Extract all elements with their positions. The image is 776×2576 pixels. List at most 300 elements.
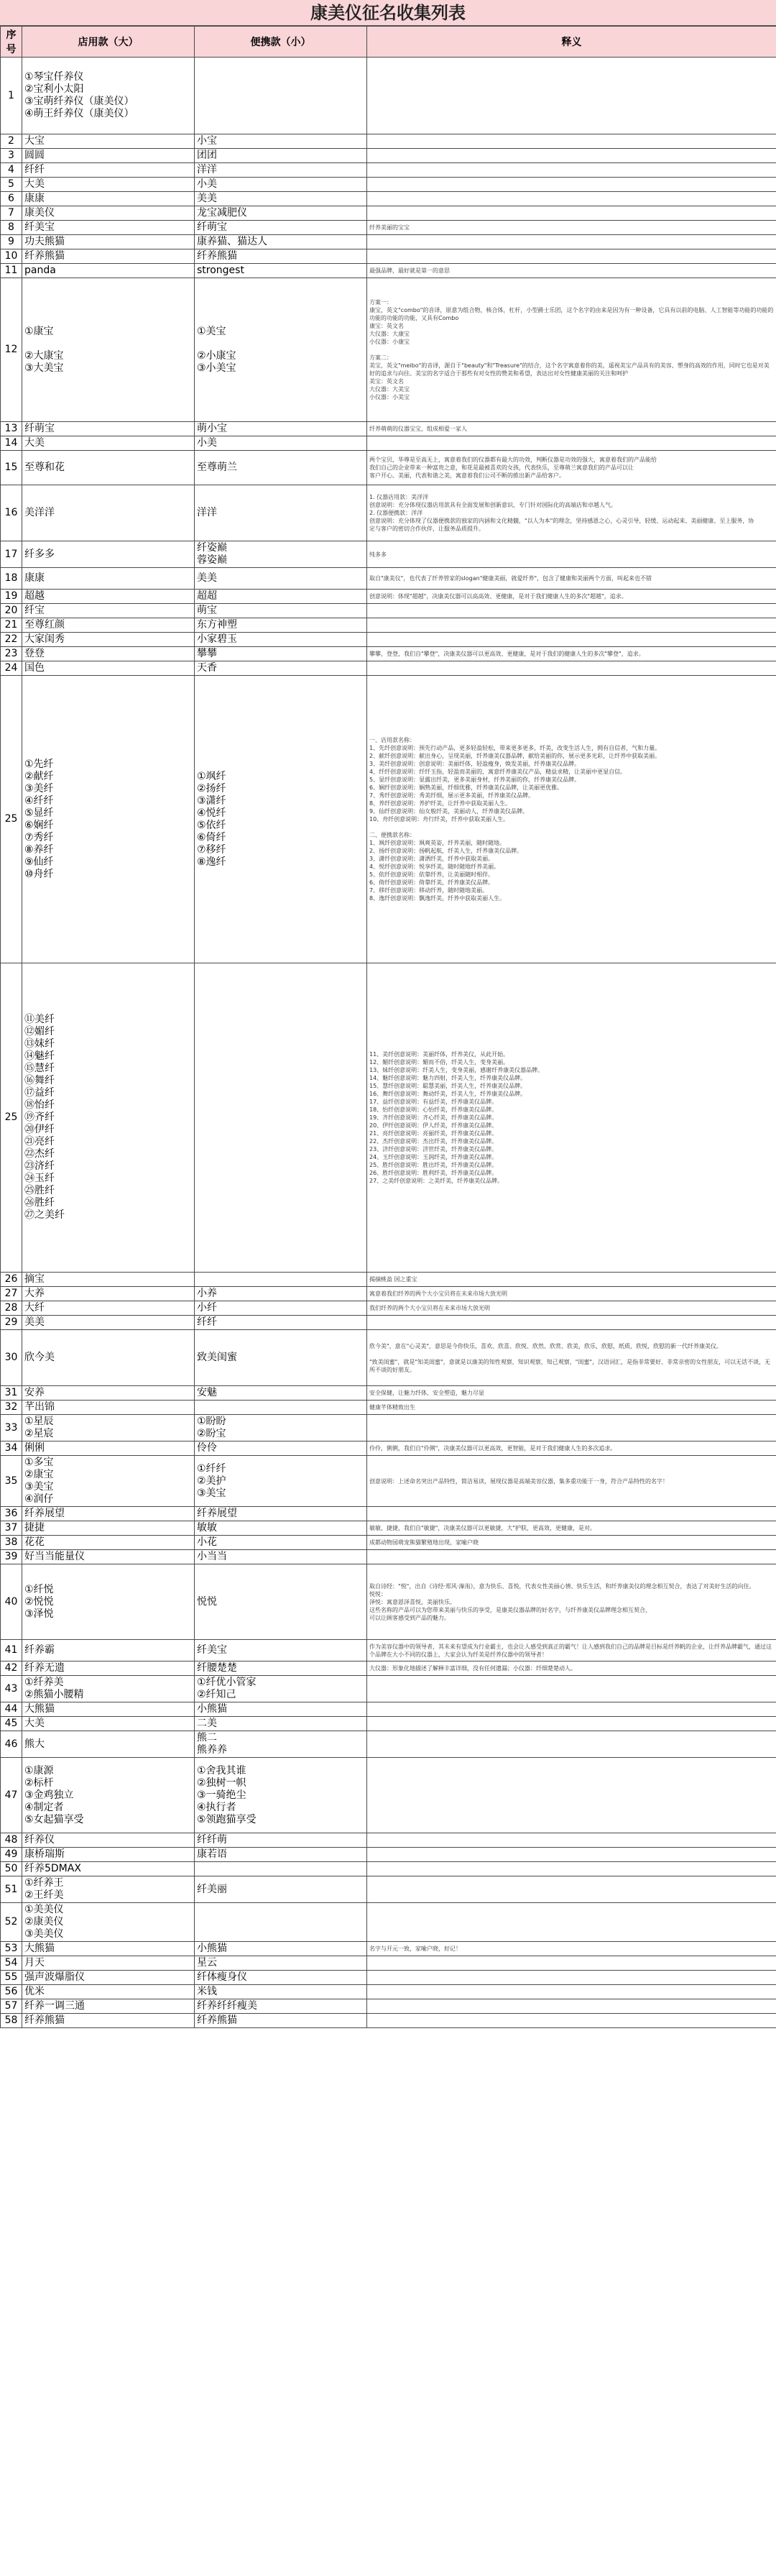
cell-store-model[interactable]: [22, 1301, 195, 1316]
cell-explanation[interactable]: [367, 1956, 776, 1971]
cell-store-model[interactable]: [22, 1415, 195, 1441]
cell-explanation[interactable]: [367, 249, 776, 264]
cell-no[interactable]: 2: [1, 134, 22, 149]
cell-no[interactable]: 45: [1, 1717, 22, 1731]
cell-store-model[interactable]: [22, 1903, 195, 1942]
cell-explanation[interactable]: [367, 451, 776, 485]
cell-portable-model[interactable]: [195, 1862, 367, 1876]
cell-explanation[interactable]: [367, 1386, 776, 1401]
cell-store-model[interactable]: [22, 647, 195, 661]
cell-portable-model[interactable]: [195, 1971, 367, 1985]
cell-no[interactable]: 8: [1, 221, 22, 235]
cell-line: ①先纤: [24, 758, 54, 770]
cell-line: 纤美丽: [197, 1883, 227, 1895]
cell-explanation[interactable]: [367, 661, 776, 676]
cell-portable-model[interactable]: [195, 647, 367, 661]
cell-portable-model[interactable]: [195, 422, 367, 436]
explanation-line: 2、扬纤创意说明：扬帆起航，纤美人生，纤养康美仪品牌。: [369, 848, 523, 854]
cell-store-model[interactable]: [22, 249, 195, 264]
cell-no[interactable]: 53: [1, 1942, 22, 1956]
cell-no[interactable]: 58: [1, 2014, 22, 2028]
cell-no[interactable]: 6: [1, 192, 22, 206]
explanation-line: 10、舟纤创意说明：舟行纤美，纤养中获取美丽人生。: [369, 816, 509, 822]
cell-explanation[interactable]: [367, 2014, 776, 2028]
explanation-line: 19、齐纤创意说明：齐心纤美，纤养康美仪品牌。: [369, 1114, 498, 1121]
cell-explanation[interactable]: [367, 1507, 776, 1521]
cell-store-model[interactable]: [22, 2014, 195, 2028]
cell-line: ⑱怡纤: [24, 1099, 55, 1111]
cell-portable-model[interactable]: [195, 1386, 367, 1401]
cell-portable-model[interactable]: [195, 633, 367, 647]
cell-store-model[interactable]: [22, 221, 195, 235]
cell-no[interactable]: 37: [1, 1521, 22, 1536]
cell-no[interactable]: 56: [1, 1985, 22, 1999]
cell-store-model[interactable]: [22, 1316, 195, 1330]
cell-portable-model[interactable]: [195, 1999, 367, 2014]
cell-line: ①多宝: [24, 1457, 54, 1468]
cell-portable-model[interactable]: [195, 1942, 367, 1956]
cell-no[interactable]: 14: [1, 436, 22, 451]
table-row: [1, 1848, 776, 1862]
explanation-line: 名字与开元一致，家喻户晓，好记！: [369, 1945, 461, 1952]
cell-no[interactable]: 38: [1, 1536, 22, 1550]
cell-no[interactable]: 4: [1, 163, 22, 178]
cell-portable-model[interactable]: [195, 1676, 367, 1702]
cell-explanation[interactable]: [367, 221, 776, 235]
cell-explanation[interactable]: [367, 1441, 776, 1456]
cell-store-model[interactable]: [22, 541, 195, 568]
cell-no[interactable]: 27: [1, 1287, 22, 1301]
cell-portable-model[interactable]: [195, 436, 367, 451]
cell-explanation[interactable]: [367, 1848, 776, 1862]
cell-portable-model[interactable]: [195, 1731, 367, 1758]
cell-store-model[interactable]: [22, 1456, 195, 1507]
header-explanation[interactable]: 释义: [367, 27, 776, 58]
cell-no[interactable]: 28: [1, 1301, 22, 1316]
cell-line: 至尊和花: [24, 462, 65, 473]
cell-no[interactable]: 34: [1, 1441, 22, 1456]
cell-line: ①舍我其谁: [197, 1764, 246, 1777]
cell-line: ③小美宝: [197, 362, 236, 374]
cell-store-model[interactable]: [22, 178, 195, 192]
cell-no[interactable]: 26: [1, 1273, 22, 1287]
cell-portable-model[interactable]: [195, 1316, 367, 1330]
cell-store-model[interactable]: [22, 1401, 195, 1415]
cell-explanation[interactable]: [367, 1661, 776, 1676]
cell-explanation[interactable]: [367, 1640, 776, 1661]
cell-no[interactable]: 42: [1, 1661, 22, 1676]
cell-explanation[interactable]: [367, 1330, 776, 1386]
cell-store-model[interactable]: [22, 1956, 195, 1971]
explanation-line: 大仪器：大康宝: [369, 331, 410, 337]
cell-no[interactable]: 39: [1, 1550, 22, 1564]
cell-portable-model[interactable]: [195, 1956, 367, 1971]
cell-portable-model[interactable]: [195, 590, 367, 604]
cell-portable-model[interactable]: [195, 1287, 367, 1301]
cell-store-model[interactable]: [22, 206, 195, 221]
cell-explanation[interactable]: [367, 963, 776, 1273]
cell-explanation[interactable]: [367, 1273, 776, 1287]
cell-store-model[interactable]: [22, 1848, 195, 1862]
cell-portable-model[interactable]: [195, 1415, 367, 1441]
cell-store-model[interactable]: [22, 1862, 195, 1876]
cell-no[interactable]: 10: [1, 249, 22, 264]
cell-explanation[interactable]: [367, 163, 776, 178]
cell-portable-model[interactable]: [195, 1330, 367, 1386]
cell-explanation[interactable]: [367, 192, 776, 206]
cell-portable-model[interactable]: [195, 485, 367, 541]
cell-explanation[interactable]: [367, 1564, 776, 1640]
cell-store-model[interactable]: [22, 1999, 195, 2014]
cell-store-model[interactable]: [22, 1386, 195, 1401]
cell-portable-model[interactable]: [195, 1521, 367, 1536]
explanation-line: 创意说明：体现"超越"，决康美仪器可以高高效、更健康，是对于我们健康人生的多次"超越"，追求。: [369, 593, 627, 600]
cell-no[interactable]: 51: [1, 1876, 22, 1903]
cell-portable-model[interactable]: [195, 1848, 367, 1862]
cell-portable-model[interactable]: [195, 1564, 367, 1640]
cell-line: 花花: [24, 1536, 45, 1548]
explanation-line: 方案二：: [369, 354, 392, 361]
cell-portable-model[interactable]: [195, 264, 367, 278]
cell-portable-model[interactable]: [195, 1507, 367, 1521]
cell-portable-model[interactable]: [195, 206, 367, 221]
cell-explanation[interactable]: [367, 590, 776, 604]
cell-portable-model[interactable]: [195, 1876, 367, 1903]
cell-line: ㉕胜纤: [24, 1185, 55, 1196]
cell-explanation[interactable]: [367, 1536, 776, 1550]
cell-store-model[interactable]: [22, 1833, 195, 1848]
cell-line: 小宝: [197, 135, 217, 147]
cell-line: 功夫熊猫: [24, 236, 65, 247]
cell-portable-model[interactable]: [195, 2014, 367, 2028]
cell-store-model[interactable]: [22, 633, 195, 647]
explanation-line: 揭摘桃盈 国之重宝: [369, 1276, 417, 1283]
cell-explanation[interactable]: [367, 1717, 776, 1731]
cell-explanation[interactable]: [367, 1316, 776, 1330]
cell-store-model[interactable]: [22, 235, 195, 249]
cell-no[interactable]: 54: [1, 1956, 22, 1971]
cell-explanation[interactable]: [367, 1456, 776, 1507]
cell-no[interactable]: 22: [1, 633, 22, 647]
table-row: [1, 163, 776, 178]
cell-portable-model[interactable]: [195, 278, 367, 422]
cell-explanation[interactable]: [367, 1731, 776, 1758]
cell-no[interactable]: 16: [1, 485, 22, 541]
cell-no[interactable]: 11: [1, 264, 22, 278]
cell-store-model[interactable]: [22, 1521, 195, 1536]
cell-store-model[interactable]: [22, 604, 195, 618]
cell-no[interactable]: 18: [1, 568, 22, 590]
cell-line: 优米: [24, 1986, 45, 1997]
explanation-line: 3、潇纤创意说明：潇洒纤美，纤养中获取美丽。: [369, 856, 494, 862]
cell-line: ③一骑绝尘: [197, 1789, 246, 1801]
cell-no[interactable]: 48: [1, 1833, 22, 1848]
cell-portable-model[interactable]: [195, 58, 367, 134]
cell-no[interactable]: 12: [1, 278, 22, 422]
cell-store-model[interactable]: [22, 1536, 195, 1550]
cell-store-model[interactable]: [22, 1702, 195, 1717]
cell-store-model[interactable]: [22, 618, 195, 633]
cell-store-model[interactable]: [22, 590, 195, 604]
explanation-line: 5、依纤创意说明：依靠纤养，让美丽随时相伴。: [369, 871, 494, 878]
cell-portable-model[interactable]: [195, 1758, 367, 1833]
cell-no[interactable]: 21: [1, 618, 22, 633]
cell-portable-model[interactable]: [195, 1301, 367, 1316]
cell-portable-model[interactable]: [195, 192, 367, 206]
cell-store-model[interactable]: [22, 436, 195, 451]
cell-portable-model[interactable]: [195, 1903, 367, 1942]
cell-portable-model[interactable]: [195, 178, 367, 192]
explanation-line: 康宝，英文"combo"的音译，原意为组合物，核合体，杠杆，小型爵士乐团，这个名字的由来是因为有一种设备，它具有以前的电脑、人工智能等功能的功能的功能的功能的功能，又具有Combo: [369, 307, 774, 321]
cell-explanation[interactable]: [367, 1301, 776, 1316]
cell-store-model[interactable]: [22, 1640, 195, 1661]
cell-line: ㉖胜纤: [24, 1197, 55, 1209]
cell-store-model[interactable]: [22, 422, 195, 436]
cell-explanation[interactable]: [367, 633, 776, 647]
cell-no[interactable]: 43: [1, 1676, 22, 1702]
cell-explanation[interactable]: [367, 647, 776, 661]
cell-store-model[interactable]: [22, 1550, 195, 1564]
table-row: [1, 1999, 776, 2014]
cell-store-model[interactable]: [22, 1731, 195, 1758]
header-store-model[interactable]: 店用款（大）: [22, 27, 195, 58]
cell-line: 洋洋: [197, 164, 217, 175]
cell-portable-model[interactable]: [195, 1702, 367, 1717]
cell-store-model[interactable]: [22, 1330, 195, 1386]
explanation-line: 这些名称的产品可以为您带来美丽与快乐的享受，是康美仪器品牌的好名字，与纤养康美仪品牌理念相互契合，: [369, 1606, 651, 1613]
cell-line: ②扬纤: [197, 782, 226, 794]
cell-explanation[interactable]: [367, 149, 776, 163]
explanation-line: [369, 823, 774, 831]
cell-store-model[interactable]: [22, 134, 195, 149]
cell-portable-model[interactable]: [195, 1536, 367, 1550]
cell-portable-model[interactable]: [195, 149, 367, 163]
cell-no[interactable]: 17: [1, 541, 22, 568]
cell-no[interactable]: 52: [1, 1903, 22, 1942]
cell-no[interactable]: 47: [1, 1758, 22, 1833]
cell-no[interactable]: 36: [1, 1507, 22, 1521]
explanation-line: 11、美纤创意说明：美丽纤体，纤养美仪，从此开始。: [369, 1051, 509, 1058]
cell-portable-model[interactable]: [195, 1717, 367, 1731]
cell-store-model[interactable]: [22, 278, 195, 422]
cell-store-model[interactable]: [22, 1564, 195, 1640]
cell-store-model[interactable]: [22, 451, 195, 485]
cell-store-model[interactable]: [22, 1273, 195, 1287]
cell-no[interactable]: 31: [1, 1386, 22, 1401]
cell-explanation[interactable]: [367, 1903, 776, 1942]
cell-portable-model[interactable]: [195, 1985, 367, 1999]
cell-explanation[interactable]: [367, 604, 776, 618]
cell-explanation[interactable]: [367, 134, 776, 149]
cell-no[interactable]: 46: [1, 1731, 22, 1758]
cell-store-model[interactable]: [22, 149, 195, 163]
cell-portable-model[interactable]: [195, 1441, 367, 1456]
cell-no[interactable]: 15: [1, 451, 22, 485]
cell-explanation[interactable]: [367, 568, 776, 590]
cell-store-model[interactable]: [22, 1942, 195, 1956]
cell-portable-model[interactable]: [195, 1661, 367, 1676]
cell-store-model[interactable]: [22, 568, 195, 590]
cell-explanation[interactable]: [367, 1401, 776, 1415]
cell-store-model[interactable]: [22, 1661, 195, 1676]
cell-store-model[interactable]: [22, 1876, 195, 1903]
cell-portable-model[interactable]: [195, 249, 367, 264]
cell-no[interactable]: 23: [1, 647, 22, 661]
cell-no[interactable]: 44: [1, 1702, 22, 1717]
explanation-line: 8、养纤创意说明：养护纤美，让纤养中获取美丽人生。: [369, 800, 512, 807]
cell-portable-model[interactable]: [195, 163, 367, 178]
explanation-line: 作为美容仪器中的领导者，其未来有望成为行业霸主，也会让人感受到真正的霸气！让人感到我们自己的品牌是目标是纤养帆的企业，让纤养品牌霸气，通过这个品牌在大小不同的仪器上，大家会认为纤美是纤养仪器中的领导者！: [369, 1643, 772, 1658]
cell-explanation[interactable]: [367, 436, 776, 451]
cell-explanation[interactable]: [367, 1287, 776, 1301]
cell-portable-model[interactable]: [195, 568, 367, 590]
cell-no[interactable]: 35: [1, 1456, 22, 1507]
cell-explanation[interactable]: [367, 1862, 776, 1876]
cell-portable-model[interactable]: [195, 1273, 367, 1287]
cell-line: 纤养一调三通: [24, 2000, 85, 2012]
cell-line: ②美护: [197, 1475, 226, 1487]
cell-portable-model[interactable]: [195, 541, 367, 568]
cell-portable-model[interactable]: [195, 618, 367, 633]
cell-no[interactable]: 20: [1, 604, 22, 618]
explanation-line: 创意说明：充分体现仪器店用款具有全面发展和创新意识，专门针对国际化的高端店和卓越人气。: [369, 502, 616, 508]
cell-portable-model[interactable]: [195, 676, 367, 963]
cell-explanation[interactable]: [367, 1985, 776, 1999]
cell-portable-model[interactable]: [195, 221, 367, 235]
cell-line: 熊大: [24, 1738, 45, 1750]
cell-no[interactable]: 33: [1, 1415, 22, 1441]
cell-explanation[interactable]: [367, 541, 776, 568]
cell-explanation[interactable]: [367, 1758, 776, 1833]
cell-explanation[interactable]: [367, 206, 776, 221]
cell-explanation[interactable]: [367, 278, 776, 422]
cell-no[interactable]: 41: [1, 1640, 22, 1661]
cell-line: ⑳伊纤: [24, 1124, 55, 1135]
cell-no[interactable]: 19: [1, 590, 22, 604]
explanation-line: 大仪器：形象化地描述了解释丰富详细，没有任何遗漏；小仪器：纤细楚楚动人。: [369, 1665, 576, 1672]
cell-portable-model[interactable]: [195, 1456, 367, 1507]
cell-portable-model[interactable]: [195, 1640, 367, 1661]
cell-explanation[interactable]: [367, 1833, 776, 1848]
cell-store-model[interactable]: [22, 963, 195, 1273]
cell-portable-model[interactable]: [195, 1833, 367, 1848]
cell-line: ⑲齐纤: [24, 1111, 55, 1123]
cell-store-model[interactable]: [22, 1717, 195, 1731]
cell-store-model[interactable]: [22, 1758, 195, 1833]
explanation-line: 1. 仪器店用款：美洋洋: [369, 494, 429, 500]
cell-store-model[interactable]: [22, 1507, 195, 1521]
cell-store-model[interactable]: [22, 264, 195, 278]
cell-store-model[interactable]: [22, 1971, 195, 1985]
cell-explanation[interactable]: [367, 618, 776, 633]
header-no[interactable]: 序号: [1, 27, 22, 58]
cell-line: ①康源: [24, 1764, 54, 1777]
cell-store-model[interactable]: [22, 163, 195, 178]
cell-no[interactable]: 25: [1, 676, 22, 963]
cell-no[interactable]: 1: [1, 58, 22, 134]
cell-line: ⑬妹纤: [24, 1038, 55, 1050]
cell-explanation[interactable]: [367, 1521, 776, 1536]
header-portable-model[interactable]: 便携款（小）: [195, 27, 367, 58]
cell-portable-model[interactable]: [195, 1401, 367, 1415]
cell-no[interactable]: 13: [1, 422, 22, 436]
cell-store-model[interactable]: [22, 485, 195, 541]
cell-explanation[interactable]: [367, 235, 776, 249]
cell-store-model[interactable]: [22, 676, 195, 963]
explanation-line: 9、仙纤创意说明：仙女般纤美，美丽动人，纤养康美仪品牌。: [369, 808, 529, 815]
cell-explanation[interactable]: [367, 485, 776, 541]
cell-store-model[interactable]: [22, 1287, 195, 1301]
cell-store-model[interactable]: [22, 1985, 195, 1999]
explanation-line: 伶伶，俐俐，我们自"伶俐"，决康美仪器可以更高效，更智能，是对于我们健康人生的多次追求。: [369, 1445, 616, 1452]
cell-explanation[interactable]: [367, 1676, 776, 1702]
cell-no[interactable]: 32: [1, 1401, 22, 1415]
cell-no[interactable]: 7: [1, 206, 22, 221]
cell-line: ①纤养王: [24, 1877, 64, 1889]
cell-explanation[interactable]: [367, 676, 776, 963]
cell-explanation[interactable]: [367, 58, 776, 134]
cell-portable-model[interactable]: [195, 963, 367, 1273]
cell-line: ②熊猫小腰精: [24, 1689, 84, 1700]
cell-line: 大熊猫: [24, 1943, 55, 1954]
cell-store-model[interactable]: [22, 192, 195, 206]
cell-no[interactable]: 50: [1, 1862, 22, 1876]
cell-no[interactable]: 9: [1, 235, 22, 249]
cell-portable-model[interactable]: [195, 604, 367, 618]
cell-no[interactable]: 55: [1, 1971, 22, 1985]
cell-explanation[interactable]: [367, 1415, 776, 1441]
cell-no[interactable]: 57: [1, 1999, 22, 2014]
cell-portable-model[interactable]: [195, 1550, 367, 1564]
cell-line: 康若语: [197, 1848, 227, 1860]
cell-no[interactable]: 5: [1, 178, 22, 192]
cell-explanation[interactable]: [367, 1550, 776, 1564]
table-row: [1, 1564, 776, 1640]
cell-line: 洋洋: [197, 507, 217, 518]
cell-portable-model[interactable]: [195, 235, 367, 249]
cell-no[interactable]: 3: [1, 149, 22, 163]
cell-explanation[interactable]: [367, 1999, 776, 2014]
cell-explanation[interactable]: [367, 1942, 776, 1956]
cell-line: 纤养展望: [24, 1508, 65, 1519]
cell-no[interactable]: 25: [1, 963, 22, 1273]
cell-store-model[interactable]: [22, 661, 195, 676]
cell-portable-model[interactable]: [195, 451, 367, 485]
cell-portable-model[interactable]: [195, 134, 367, 149]
cell-explanation[interactable]: [367, 1876, 776, 1903]
explanation-line: 方案一：: [369, 299, 392, 306]
cell-portable-model[interactable]: [195, 661, 367, 676]
cell-no[interactable]: 30: [1, 1330, 22, 1386]
cell-no[interactable]: 49: [1, 1848, 22, 1862]
cell-explanation[interactable]: [367, 1702, 776, 1717]
cell-explanation[interactable]: [367, 264, 776, 278]
cell-explanation[interactable]: [367, 422, 776, 436]
cell-no[interactable]: 29: [1, 1316, 22, 1330]
cell-no[interactable]: 24: [1, 661, 22, 676]
cell-line: ④悦纤: [197, 807, 226, 819]
cell-line: ③美纤: [24, 782, 54, 794]
cell-no[interactable]: 40: [1, 1564, 22, 1640]
cell-explanation[interactable]: [367, 1971, 776, 1985]
cell-store-model[interactable]: [22, 58, 195, 134]
cell-line: 大家闺秀: [24, 633, 65, 645]
cell-store-model[interactable]: [22, 1676, 195, 1702]
naming-table: [0, 26, 776, 2028]
cell-store-model[interactable]: [22, 1441, 195, 1456]
cell-line: strongest: [197, 265, 244, 276]
cell-explanation[interactable]: [367, 178, 776, 192]
